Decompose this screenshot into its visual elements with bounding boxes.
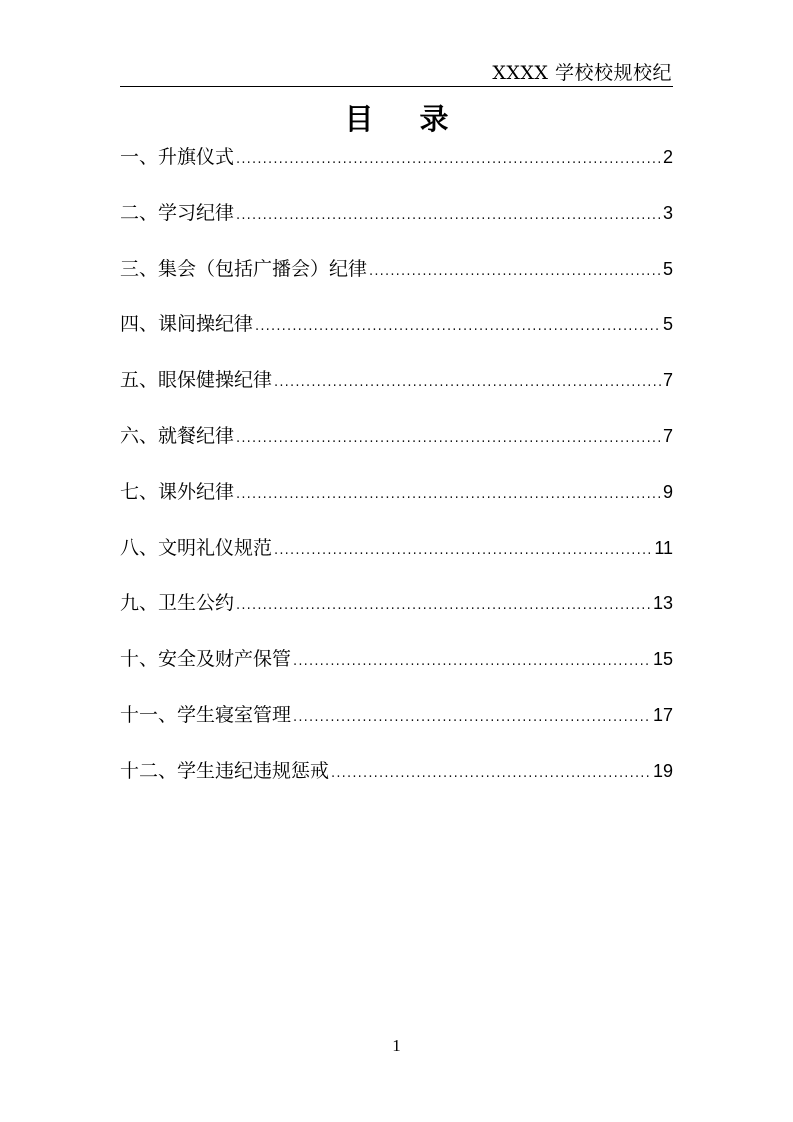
toc-dot-leader: [236, 478, 661, 512]
toc-entry-page: 9: [662, 481, 673, 502]
toc-dot-leader: [293, 645, 651, 679]
toc-entry[interactable]: [120, 698, 673, 754]
toc-entry[interactable]: [120, 419, 673, 475]
toc-entry-label: 六、就餐纪律: [120, 424, 235, 447]
toc-entry[interactable]: [120, 307, 673, 363]
toc-entry-label: 四、课间操纪律: [120, 313, 254, 336]
toc-dot-leader: [236, 199, 661, 233]
toc-entry-page: 5: [662, 314, 673, 335]
toc-entry[interactable]: [120, 642, 673, 698]
toc-dot-leader: [293, 701, 651, 735]
toc-entry-page: 15: [652, 649, 673, 670]
running-header: XXXX 学校校规校纪: [492, 62, 672, 84]
toc-entry[interactable]: [120, 363, 673, 419]
toc-entry-page: 3: [662, 202, 673, 223]
toc-entry-page: 13: [652, 593, 673, 614]
toc-entry-page: 17: [652, 704, 673, 725]
toc-entry-label: 十一、学生寝室管理: [120, 703, 292, 726]
toc-entry[interactable]: [120, 531, 673, 587]
toc-entry-page: 19: [652, 760, 673, 781]
page-number: 1: [392, 1036, 401, 1055]
toc-entry-page: 5: [662, 258, 673, 279]
toc-entry[interactable]: [120, 252, 673, 308]
toc-entry-label: 十、安全及财产保管: [120, 648, 292, 671]
toc-dot-leader: [274, 366, 661, 400]
toc-entry-label: 五、眼保健操纪律: [120, 369, 273, 392]
toc-entry-page: 7: [662, 425, 673, 446]
toc-entry[interactable]: [120, 586, 673, 642]
toc-entry-label: 八、文明礼仪规范: [120, 536, 273, 559]
toc-title: 目 录: [344, 102, 467, 136]
toc-dot-leader: [236, 143, 661, 177]
toc-entry[interactable]: [120, 140, 673, 196]
toc-dot-leader: [236, 422, 661, 456]
toc-entry-label: 二、学习纪律: [120, 201, 235, 224]
toc-entry-page: 11: [654, 537, 673, 558]
toc-entry-label: 三、集会（包括广播会）纪律: [120, 257, 368, 280]
toc-entry[interactable]: [120, 196, 673, 252]
toc-dot-leader: [236, 589, 651, 623]
toc-entry-label: 十二、学生违纪违规惩戒: [120, 759, 330, 782]
toc-entry-label: 七、课外纪律: [120, 480, 235, 503]
toc-dot-leader: [369, 255, 661, 289]
toc-entry[interactable]: [120, 475, 673, 531]
toc-entry-page: 7: [662, 370, 673, 391]
toc-dot-leader: [331, 757, 651, 791]
toc-entry-page: 2: [662, 147, 673, 167]
table-of-contents: [120, 140, 673, 810]
header-rule: [120, 86, 673, 87]
toc-dot-leader: [274, 534, 652, 568]
toc-entry-label: 一、升旗仪式: [120, 146, 235, 168]
toc-entry-label: 九、卫生公约: [120, 592, 235, 615]
toc-dot-leader: [255, 310, 661, 344]
toc-entry[interactable]: [120, 754, 673, 810]
